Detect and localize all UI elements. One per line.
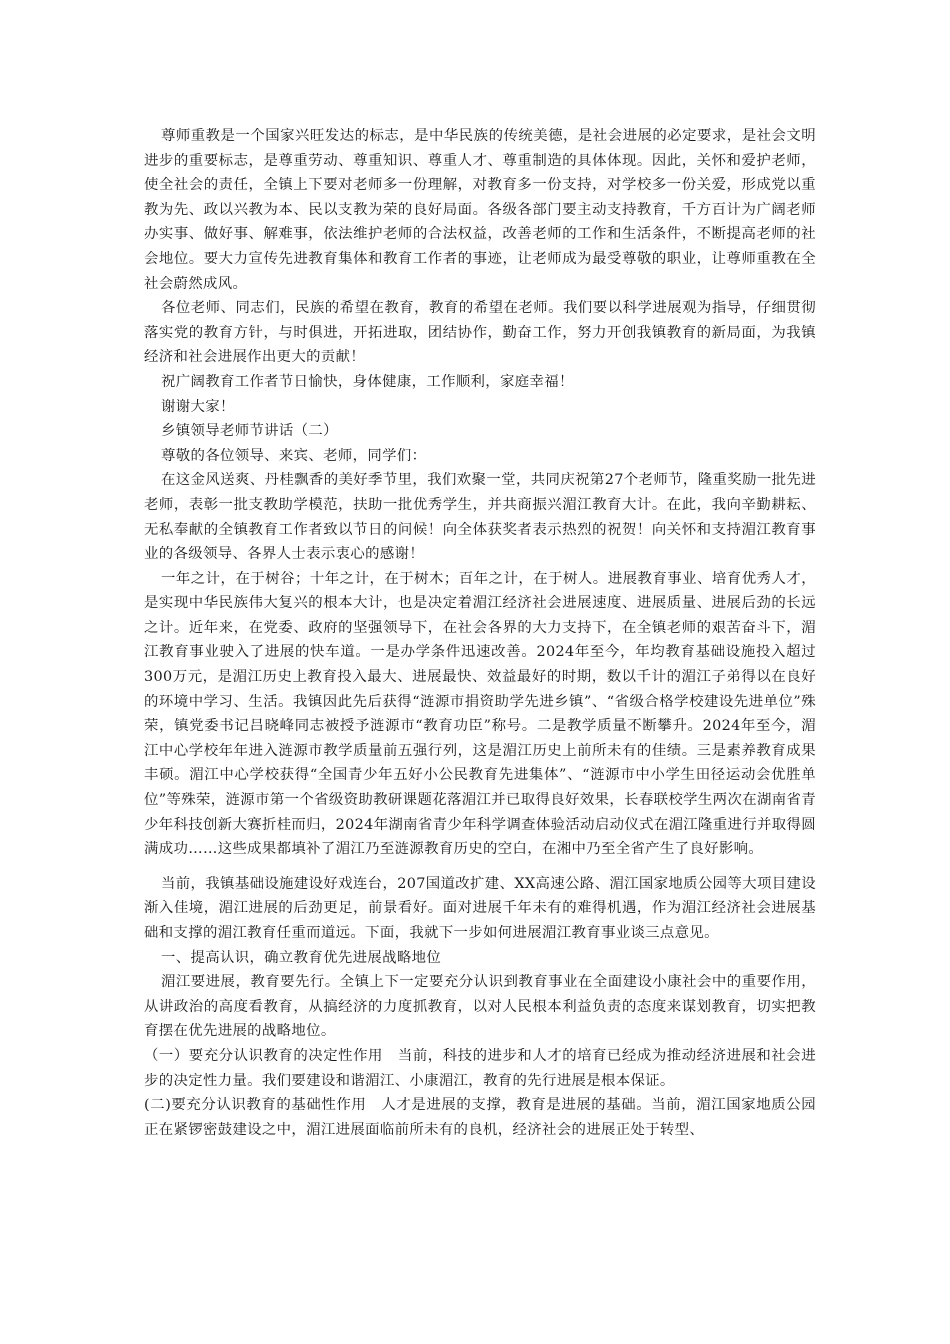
subpoint-decisive-role: （一）要充分认识教育的决定性作用 当前，科技的进步和人才的培育已经成为推动经济进展和社会进步的决定性力量。我们要建设和谐湄江、小康湄江，教育的先行进展是根本保证。 xyxy=(144,1047,816,1089)
subpoint-basic-role: (二)要充分认识教育的基础性作用 人才是进展的支撑，教育是进展的基础。当前，湄江国家地质公园正在紧锣密鼓建设之中，湄江进展面临前所未有的良机，经济社会的进展正处于转型、 xyxy=(144,1097,816,1138)
document-body xyxy=(144,124,816,1142)
paragraph-education-first: 湄江要进展，教育要先行。全镇上下一定要充分认识到教育事业在全面建设小康社会中的重要作用，从讲政治的高度看教育，从搞经济的力度抓教育，以对人民根本利益负责的态度来谋划教育，切实把教育摆在优先进展的战略地位。 xyxy=(144,974,816,1040)
paragraph-thanks: 谢谢大家！ xyxy=(161,398,235,415)
section-title-speech-two: 乡镇领导老师节讲话（二） xyxy=(161,423,338,440)
salutation: 尊敬的各位领导、来宾、老师，同学们： xyxy=(161,447,427,464)
heading-point-one: 一、提高认识，确立教育优先进展战略地位 xyxy=(161,949,442,966)
paragraph-hope-of-nation: 各位老师、同志们，民族的希望在教育，教育的希望在老师。我们要以科学进展观为指导，仔细贯彻落实党的教育方针，与时俱进，开拓进取，团结协作，勤奋工作，努力开创我镇教育的新局面，为我镇经济和社会进展作出更大的贡献！ xyxy=(144,300,816,366)
paragraph-wishes: 祝广阔教育工作者节日愉快，身体健康，工作顺利，家庭幸福！ xyxy=(161,373,574,390)
paragraph-current-situation: 当前，我镇基础设施建设好戏连台，207国道改扩建、XX高速公路、湄江国家地质公园等大项目建设渐入佳境，湄江进展的后劲更足，前景看好。面对进展千年未有的难得机遇，作为湄江经济社会进展基础和支撑的湄江教育任重而道远。下面，我就下一步如何进展湄江教育事业谈三点意见。 xyxy=(144,875,816,941)
paragraph-respect-teachers: 尊师重教是一个国家兴旺发达的标志，是中华民族的传统美德，是社会进展的必定要求，是社会文明进步的重要标志，是尊重劳动、尊重知识、尊重人才、尊重制造的具体体现。因此，关怀和爱护老师，使全社会的责任，全镇上下要对老师多一份理解，对教育多一份支持，对学校多一份关爱，形成党以重教为先、政以兴教为本、民以支教为荣的良好局面。各级各部门要主动支持教育，千方百计为广阔老师办实事、做好事、解难事，依法维护老师的合法权益，改善老师的工作和生活条件，不断提高老师的社会地位。要大力宣传先进教育集体和教育工作者的事迹，让老师成为最受尊敬的职业，让尊师重教在全社会蔚然成风。 xyxy=(144,128,816,292)
paragraph-achievements: 一年之计，在于树谷；十年之计，在于树木；百年之计，在于树人。进展教育事业、培育优秀人才，是实现中华民族伟大复兴的根本大计，也是决定着湄江经济社会进展速度、进展质量、进展后劲的长远之计。近年来，在党委、政府的坚强领导下，在社会各界的大力支持下，在全镇老师的艰苦奋斗下，湄江教育事业驶入了进展的快车道。一是办学条件迅速改善。2024年至今，年均教育基础设施投入超过300万元，是湄江历史上教育投入最大、进展最快、效益最好的时期，数以千计的湄江子弟得以在良好的环境中学习、生活。我镇因此先后获得“涟源市捐资助学先进乡镇”、“省级合格学校建设先进单位”殊荣，镇党委书记吕晓峰同志被授予涟源市“教育功臣”称号。二是教学质量不断攀升。2024年至今，湄江中心学校年年进入涟源市教学质量前五强行列，这是湄江历史上前所未有的佳绩。三是素养教育成果丰硕。湄江中心学校获得“全国青少年五好小公民教育先进集体”、“涟源市中小学生田径运动会优胜单位”等殊荣，涟源市第一个省级资助教研课题花落湄江并已取得良好效果，长春联校学生两次在湖南省青少年科技创新大赛折桂而归，2024年湖南省青少年科学调查体验活动启动仪式在湄江隆重进行并取得圆满成功……这些成果都填补了湄江乃至涟源教育历史的空白，在湘中乃至全省产生了良好影响。 xyxy=(144,570,816,858)
paragraph-opening: 在这金风送爽、丹桂飘香的美好季节里，我们欢聚一堂，共同庆祝第27个老师节，隆重奖励一批先进老师，表彰一批支教助学模范，扶助一批优秀学生，并共商振兴湄江教育大计。在此，我向辛勤耕耘、无私奉献的全镇教育工作者致以节日的问候！向全体获奖者表示热烈的祝贺！向关怀和支持湄江教育事业的各级领导、各界人士表示衷心的感谢！ xyxy=(144,472,816,563)
